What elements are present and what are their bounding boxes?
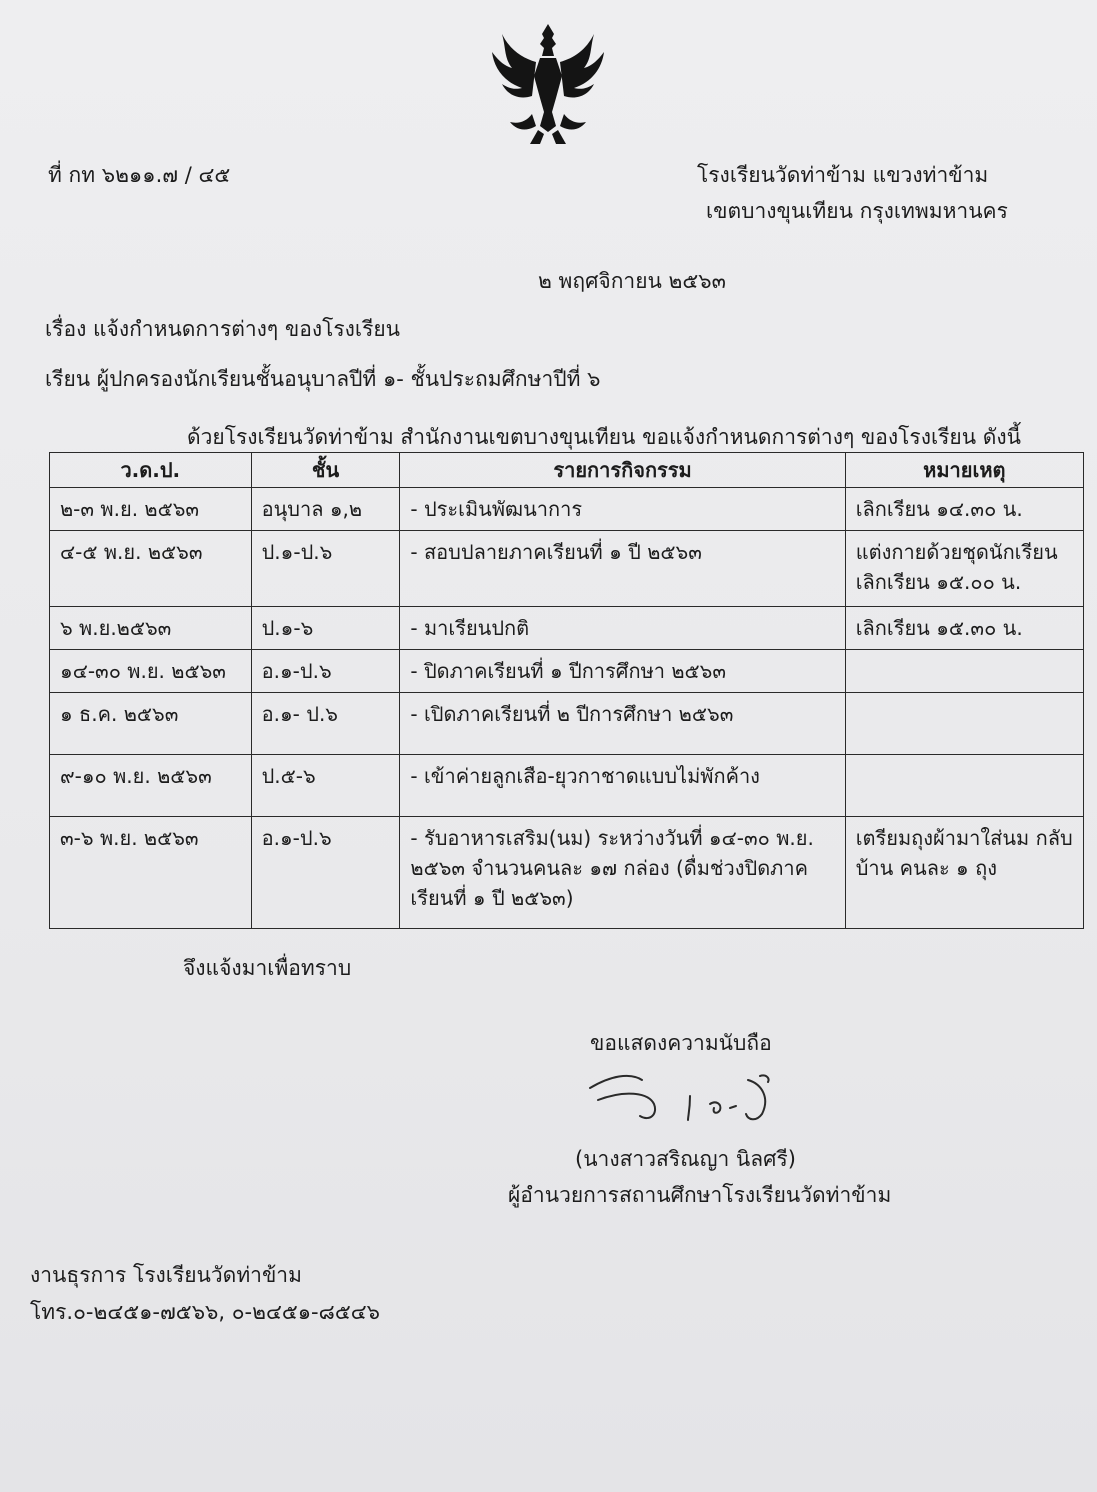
school-address-line2: เขตบางขุนเทียน กรุงเทพมหานคร <box>706 199 1008 223</box>
table-row <box>50 607 1084 650</box>
cell-level: ป.๑-ป.๖ <box>251 531 400 607</box>
table-row <box>50 817 1084 929</box>
footer-phone: โทร.๐-๒๔๕๑-๗๕๖๖, ๐-๒๔๕๑-๘๕๔๖ <box>30 1300 380 1324</box>
intro-paragraph: ด้วยโรงเรียนวัดท่าข้าม สำนักงานเขตบางขุนเทียน ขอแจ้งกำหนดการต่างๆ ของโรงเรียน ดังนี้ <box>187 425 1021 449</box>
school-address-line1: โรงเรียนวัดท่าข้าม แขวงท่าข้าม <box>697 163 989 187</box>
cell-activity: - มาเรียนปกติ <box>400 607 845 650</box>
table-row <box>50 693 1084 755</box>
table-row <box>50 488 1084 531</box>
cell-level: ป.๑-๖ <box>251 607 400 650</box>
cell-level: อนุบาล ๑,๒ <box>251 488 400 531</box>
cell-level: ป.๕-๖ <box>251 755 400 817</box>
header-note: หมายเหตุ <box>845 453 1083 488</box>
subject-line: เรื่อง แจ้งกำหนดการต่างๆ ของโรงเรียน <box>45 317 401 341</box>
header-level: ชั้น <box>251 453 400 488</box>
footer-office: งานธุรการ โรงเรียนวัดท่าข้าม <box>30 1263 302 1287</box>
cell-level: อ.๑- ป.๖ <box>251 693 400 755</box>
cell-note <box>845 650 1083 693</box>
closing-line: จึงแจ้งมาเพื่อทราบ <box>183 956 352 980</box>
cell-date: ๑ ธ.ค. ๒๕๖๓ <box>50 693 252 755</box>
handwritten-signature <box>580 1060 810 1130</box>
cell-note: เลิกเรียน ๑๕.๓๐ น. <box>845 607 1083 650</box>
cell-activity: - รับอาหารเสริม(นม) ระหว่างวันที่ ๑๔-๓๐ พ.ย. ๒๕๖๓ จำนวนคนละ ๑๗ กล่อง (ดื่มช่วงปิดภาค เรียนที่ ๑ ปี ๒๕๖๓) <box>400 817 845 929</box>
recipient-line: เรียน ผู้ปกครองนักเรียนชั้นอนุบาลปีที่ ๑- ชั้นประถมศึกษาปีที่ ๖ <box>45 367 601 391</box>
header-activity: รายการกิจกรรม <box>400 453 845 488</box>
header-date: ว.ด.ป. <box>50 453 252 488</box>
table-row <box>50 755 1084 817</box>
cell-note: เลิกเรียน ๑๔.๓๐ น. <box>845 488 1083 531</box>
signer-name: (นางสาวสริณญา นิลศรี) <box>575 1147 796 1171</box>
cell-date: ๒-๓ พ.ย. ๒๕๖๓ <box>50 488 252 531</box>
table-header-row <box>50 453 1084 488</box>
reference-number: ที่ กท ๖๒๑๑.๗ / ๔๕ <box>48 163 231 187</box>
letter-date: ๒ พฤศจิกายน ๒๕๖๓ <box>538 269 726 293</box>
cell-date: ๖ พ.ย.๒๕๖๓ <box>50 607 252 650</box>
garuda-emblem-icon <box>480 18 616 148</box>
cell-note: แต่งกายด้วยชุดนักเรียน เลิกเรียน ๑๕.๐๐ น. <box>845 531 1083 607</box>
cell-note: เตรียมถุงผ้ามาใส่นม กลับบ้าน คนละ ๑ ถุง <box>845 817 1083 929</box>
cell-activity: - ประเมินพัฒนาการ <box>400 488 845 531</box>
cell-activity: - สอบปลายภาคเรียนที่ ๑ ปี ๒๕๖๓ <box>400 531 845 607</box>
schedule-table <box>49 452 1084 929</box>
cell-level: อ.๑-ป.๖ <box>251 650 400 693</box>
cell-date: ๙-๑๐ พ.ย. ๒๕๖๓ <box>50 755 252 817</box>
table-row <box>50 531 1084 607</box>
regards-line: ขอแสดงความนับถือ <box>590 1031 772 1055</box>
cell-activity: - เข้าค่ายลูกเสือ-ยุวกาชาดแบบไม่พักค้าง <box>400 755 845 817</box>
cell-activity: - ปิดภาคเรียนที่ ๑ ปีการศึกษา ๒๕๖๓ <box>400 650 845 693</box>
cell-date: ๔-๕ พ.ย. ๒๕๖๓ <box>50 531 252 607</box>
cell-activity: - เปิดภาคเรียนที่ ๒ ปีการศึกษา ๒๕๖๓ <box>400 693 845 755</box>
cell-note <box>845 693 1083 755</box>
signer-title: ผู้อำนวยการสถานศึกษาโรงเรียนวัดท่าข้าม <box>508 1183 892 1207</box>
cell-date: ๓-๖ พ.ย. ๒๕๖๓ <box>50 817 252 929</box>
cell-level: อ.๑-ป.๖ <box>251 817 400 929</box>
cell-date: ๑๔-๓๐ พ.ย. ๒๕๖๓ <box>50 650 252 693</box>
cell-note <box>845 755 1083 817</box>
table-row <box>50 650 1084 693</box>
